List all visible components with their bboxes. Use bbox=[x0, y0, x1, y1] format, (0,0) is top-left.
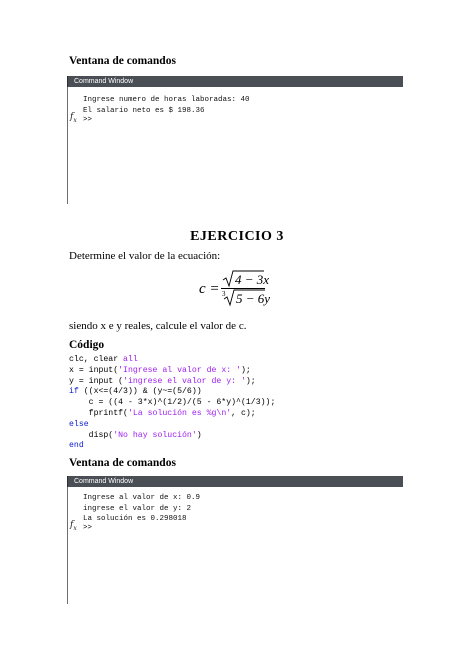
equation bbox=[199, 269, 279, 309]
output-line: Ingrese numero de horas laboradas: 40 bbox=[83, 96, 250, 104]
section2-heading: Ventana de comandos bbox=[69, 457, 176, 469]
code-text: ); bbox=[245, 376, 256, 386]
code-keyword: if bbox=[69, 387, 79, 397]
code-text: disp( bbox=[69, 430, 114, 440]
code-keyword: else bbox=[69, 419, 89, 429]
code-text: x = input( bbox=[69, 365, 119, 375]
code-string: 'Ingrese al valor de x: ' bbox=[118, 365, 241, 375]
output-line: Ingrese al valor de x: 0.9 bbox=[83, 494, 201, 502]
exercise-title: EJERCICIO 3 bbox=[190, 229, 284, 244]
command-window-body[interactable] bbox=[67, 487, 403, 604]
code-text: y = input ( bbox=[69, 376, 124, 386]
command-output bbox=[83, 95, 250, 116]
code-string: all bbox=[123, 355, 138, 364]
code-line bbox=[69, 387, 275, 398]
code-text: ) bbox=[196, 430, 202, 440]
code-text: ); bbox=[240, 365, 251, 375]
output-line: ingrese el valor de y: 2 bbox=[83, 504, 192, 513]
code-string: 'No hay solución' bbox=[113, 430, 197, 440]
code-line bbox=[69, 420, 275, 431]
code-text: clc, clear bbox=[69, 355, 124, 364]
command-window-2[interactable] bbox=[67, 476, 403, 604]
code-line bbox=[69, 355, 275, 366]
output-line: El salario neto es $ 198.36 bbox=[83, 106, 205, 115]
code-text: ((x<=(4/3)) & (y~=(5/6)) bbox=[78, 387, 202, 397]
command-window-1[interactable] bbox=[67, 76, 403, 204]
code-string: 'La solución es %g\n' bbox=[127, 408, 232, 418]
exercise-intro: Determine el valor de la ecuación: bbox=[69, 250, 221, 262]
equation-lhs: c = bbox=[199, 281, 220, 297]
code-line bbox=[69, 366, 275, 377]
equation-numerator: 4 − 3x bbox=[235, 272, 270, 287]
code-line bbox=[69, 377, 275, 388]
code-text: fprintf( bbox=[69, 408, 128, 418]
code-keyword: end bbox=[69, 441, 84, 451]
code-heading: Código bbox=[69, 339, 105, 351]
root-index: 3 bbox=[222, 290, 226, 298]
code-string: 'ingrese el valor de y: ' bbox=[123, 376, 246, 386]
command-prompt[interactable]: >> bbox=[83, 116, 93, 124]
code-line bbox=[69, 431, 275, 442]
code-block bbox=[69, 355, 275, 452]
exercise-condition: siendo x e y reales, calcule el valor de c. bbox=[69, 320, 247, 332]
command-window-titlebar: Command Window bbox=[67, 476, 403, 487]
command-window-body[interactable] bbox=[67, 87, 403, 204]
command-window-titlebar: Command Window bbox=[67, 76, 403, 87]
code-text: c = ((4 - 3*x)^(1/2)/(5 - 6*y)^(1/3)); bbox=[69, 398, 276, 408]
command-prompt[interactable]: >> bbox=[83, 524, 93, 532]
section1-heading: Ventana de comandos bbox=[69, 55, 176, 67]
command-output bbox=[83, 493, 200, 525]
output-line: La solución es 0.298018 bbox=[83, 515, 187, 523]
code-line bbox=[69, 398, 275, 409]
code-line bbox=[69, 441, 275, 452]
code-line bbox=[69, 409, 275, 420]
code-text: , c); bbox=[231, 408, 256, 418]
fx-icon[interactable]: $f_x$ bbox=[70, 520, 77, 532]
fx-icon[interactable]: $f_x$ bbox=[70, 112, 77, 124]
equation-denominator: 5 − 6y bbox=[236, 291, 271, 306]
